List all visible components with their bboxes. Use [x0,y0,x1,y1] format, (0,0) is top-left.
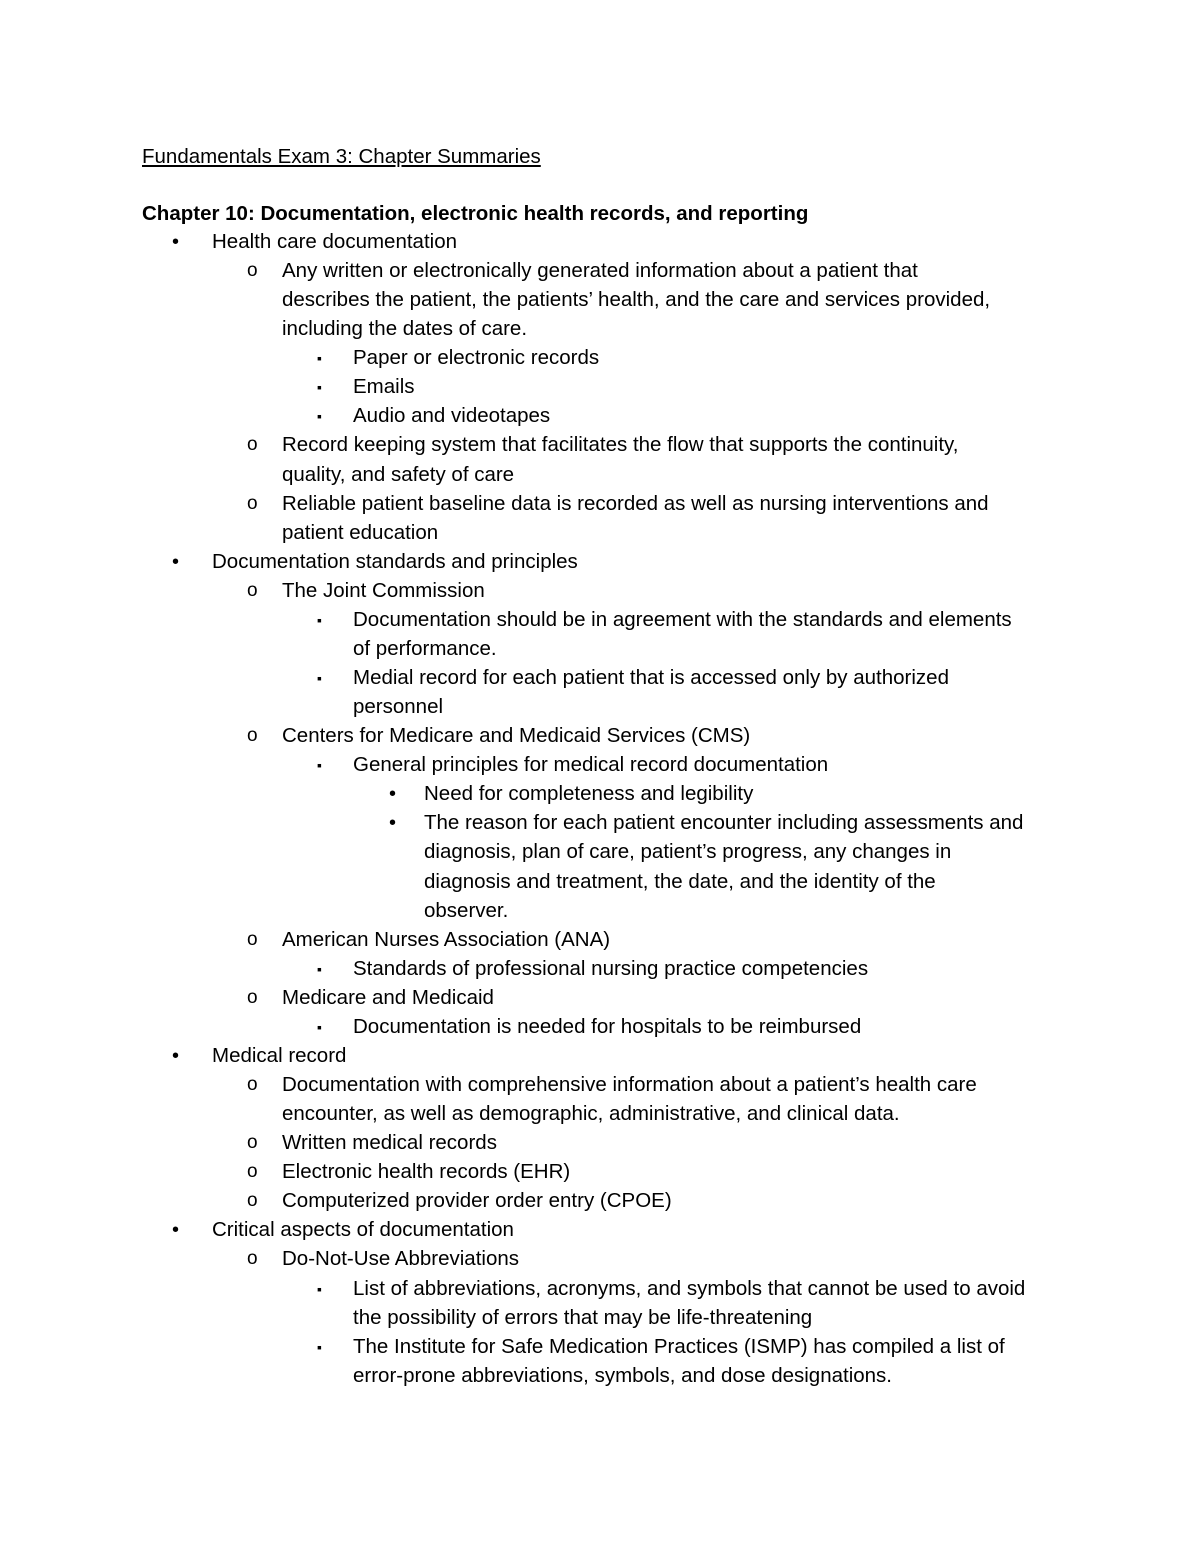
outline-line-level2: including the dates of care. [282,317,528,340]
level2-bullet-icon: o [247,1161,258,1182]
outline-line-level2: Medicare and Medicaid [282,986,494,1009]
level3-bullet-icon: ▪ [317,408,322,424]
outline-line-level2: Written medical records [282,1131,497,1154]
outline-line-level4: Need for completeness and legibility [424,782,754,805]
outline-line-level2: encounter, as well as demographic, administrative, and clinical data. [282,1102,900,1125]
level4-bullet-icon: • [389,783,397,805]
level2-bullet-icon: o [247,725,258,746]
outline-line-level3: The Institute for Safe Medication Practices (ISMP) has compiled a list of [353,1335,1005,1358]
outline-line-level2: Documentation with comprehensive information about a patient’s health care [282,1073,977,1096]
outline-line-level4: diagnosis and treatment, the date, and the identity of the [424,870,936,893]
level2-bullet-icon: o [247,1248,258,1269]
level2-bullet-icon: o [247,987,258,1008]
level3-bullet-icon: ▪ [317,1019,322,1035]
outline-line-level1: Medical record [212,1044,347,1067]
level1-bullet-icon: • [172,1045,180,1067]
outline-line-level1: Documentation standards and principles [212,550,578,573]
outline-line-level3: Documentation should be in agreement with the standards and elements [353,608,1012,631]
level2-bullet-icon: o [247,1190,258,1211]
outline-line-level2: patient education [282,521,439,544]
outline-line-level2: quality, and safety of care [282,463,515,486]
outline-line-level2: Electronic health records (EHR) [282,1160,571,1183]
outline-line-level2: Any written or electronically generated information about a patient that [282,259,918,282]
outline-line-level3: Paper or electronic records [353,346,600,369]
level3-bullet-icon: ▪ [317,1339,322,1355]
outline-line-level4: diagnosis, plan of care, patient’s progress, any changes in [424,840,952,863]
document-title: Fundamentals Exam 3: Chapter Summaries [142,145,541,168]
level2-bullet-icon: o [247,580,258,601]
outline-line-level3: error-prone abbreviations, symbols, and dose designations. [353,1364,892,1387]
outline-line-level2: Reliable patient baseline data is recorded as well as nursing interventions and [282,492,989,515]
level3-bullet-icon: ▪ [317,1281,322,1297]
outline-line-level4: The reason for each patient encounter including assessments and [424,811,1024,834]
outline-line-level3: General principles for medical record documentation [353,753,829,776]
outline-line-level2: describes the patient, the patients’ health, and the care and services provided, [282,288,991,311]
outline-line-level4: observer. [424,899,509,922]
outline-line-level3: of performance. [353,637,497,660]
level2-bullet-icon: o [247,260,258,281]
outline-line-level2: Centers for Medicare and Medicaid Services (CMS) [282,724,751,747]
outline-line-level3: Audio and videotapes [353,404,551,427]
level3-bullet-icon: ▪ [317,757,322,773]
outline-line-level2: American Nurses Association (ANA) [282,928,611,951]
outline-line-level3: the possibility of errors that may be life-threatening [353,1306,813,1329]
outline-line-level2: Computerized provider order entry (CPOE) [282,1189,672,1212]
level2-bullet-icon: o [247,929,258,950]
level2-bullet-icon: o [247,434,258,455]
outline-line-level2: Do-Not-Use Abbreviations [282,1247,519,1270]
level3-bullet-icon: ▪ [317,961,322,977]
chapter-heading: Chapter 10: Documentation, electronic health records, and reporting [142,202,809,225]
level2-bullet-icon: o [247,1074,258,1095]
level2-bullet-icon: o [247,493,258,514]
outline-line-level3: List of abbreviations, acronyms, and symbols that cannot be used to avoid [353,1277,1026,1300]
level3-bullet-icon: ▪ [317,350,322,366]
outline-line-level1: Health care documentation [212,230,458,253]
outline-line-level3: personnel [353,695,444,718]
outline-line-level3: Medial record for each patient that is accessed only by authorized [353,666,949,689]
level3-bullet-icon: ▪ [317,379,322,395]
outline-line-level3: Emails [353,375,415,398]
level3-bullet-icon: ▪ [317,670,322,686]
outline-line-level2: The Joint Commission [282,579,485,602]
level3-bullet-icon: ▪ [317,612,322,628]
level1-bullet-icon: • [172,551,180,573]
outline-line-level3: Documentation is needed for hospitals to be reimbursed [353,1015,862,1038]
level1-bullet-icon: • [172,231,180,253]
outline-line-level3: Standards of professional nursing practice competencies [353,957,869,980]
level2-bullet-icon: o [247,1132,258,1153]
level4-bullet-icon: • [389,812,397,834]
level1-bullet-icon: • [172,1219,180,1241]
outline-line-level2: Record keeping system that facilitates the flow that supports the continuity, [282,433,959,456]
outline-line-level1: Critical aspects of documentation [212,1218,514,1241]
